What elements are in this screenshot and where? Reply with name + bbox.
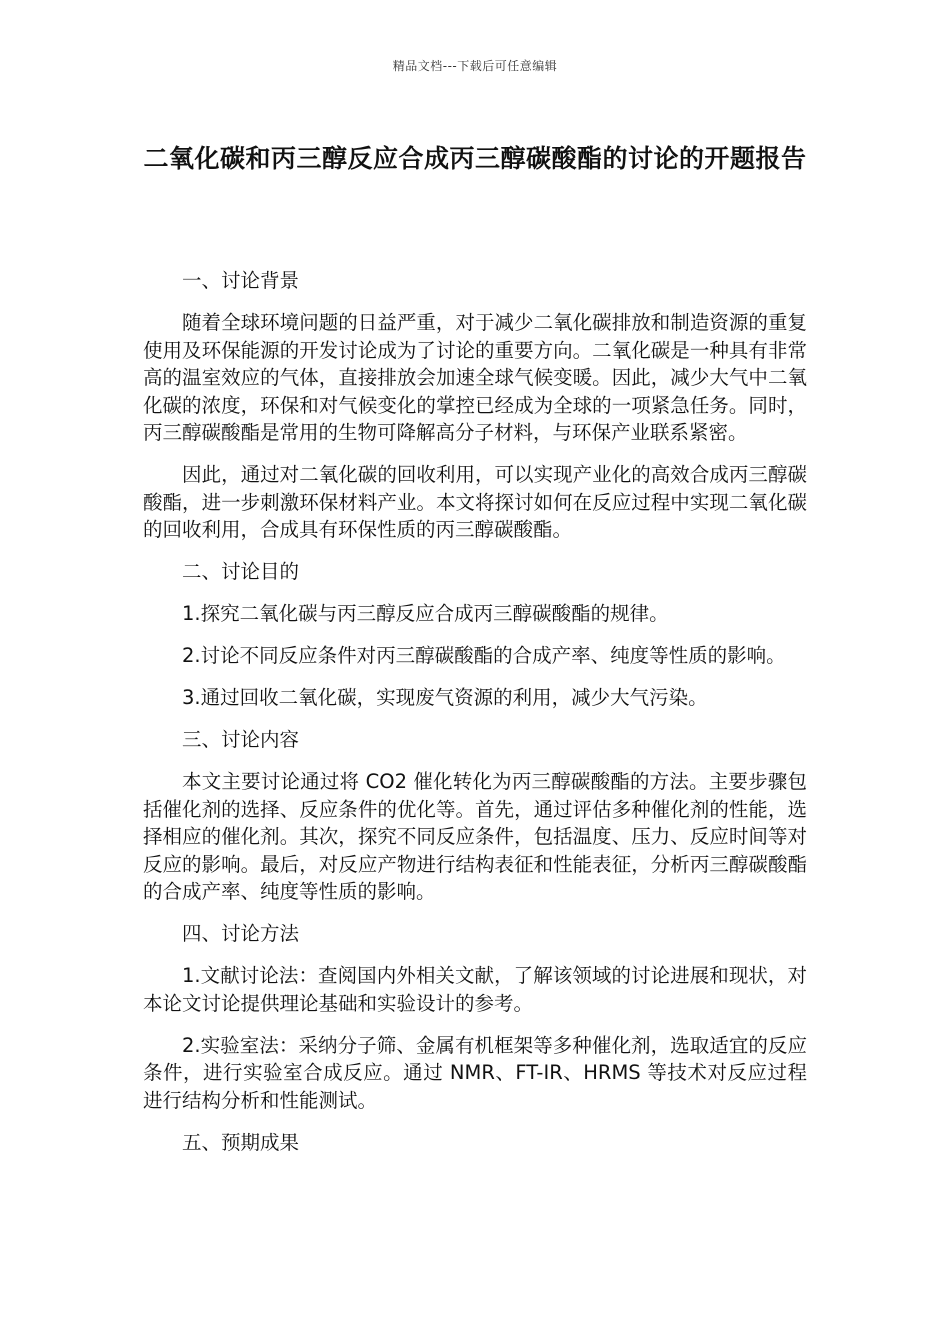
paragraph-background-2: 因此，通过对二氧化碳的回收利用，可以实现产业化的高效合成丙三醇碳酸酯，进一步刺激环保材料产业。本文将探讨如何在反应过程中实现二氧化碳的回收利用，合成具有环保性质的丙三醇碳酸酯。 xyxy=(143,463,807,541)
section-heading-methods: 四、讨论方法 xyxy=(182,922,300,945)
section-heading-expected-results: 五、预期成果 xyxy=(182,1130,300,1154)
document-body xyxy=(143,267,807,1171)
section-heading-purpose: 二、讨论目的 xyxy=(182,560,300,583)
purpose-item-2: 2.讨论不同反应条件对丙三醇碳酸酯的合成产率、纯度等性质的影响。 xyxy=(182,644,786,667)
paragraph-content-1: 本文主要讨论通过将 CO2 催化转化为丙三醇碳酸酯的方法。主要步骤包括催化剂的选择、反应条件的优化等。首先，通过评估多种催化剂的性能，选择相应的催化剂。其次，探究不同反应条件，包括温度、压力、反应时间等对反应的影响。最后，对反应产物进行结构表征和性能表征，分析丙三醇碳酸酯的合成产率、纯度等性质的影响。 xyxy=(143,770,807,903)
paragraph-background-1: 随着全球环境问题的日益严重，对于减少二氧化碳排放和制造资源的重复使用及环保能源的开发讨论成为了讨论的重要方向。二氧化碳是一种具有非常高的温室效应的气体，直接排放会加速全球气候变暖。因此，减少大气中二氧化碳的浓度，环保和对气候变化的掌控已经成为全球的一项紧急任务。同时，丙三醇碳酸酯是常用的生物可降解高分子材料，与环保产业联系紧密。 xyxy=(143,311,807,444)
method-item-2: 2.实验室法：采纳分子筛、金属有机框架等多种催化剂，选取适宜的反应条件，进行实验室合成反应。通过 NMR、FT-IR、HRMS 等技术对反应过程进行结构分析和性能测试。 xyxy=(143,1033,807,1112)
document-title: 二氧化碳和丙三醇反应合成丙三醇碳酸酯的讨论的开题报告 xyxy=(143,144,807,173)
section-heading-content: 三、讨论内容 xyxy=(182,728,300,751)
header-note: 精品文档---下载后可任意编辑 xyxy=(392,59,558,73)
purpose-item-1: 1.探究二氧化碳与丙三醇反应合成丙三醇碳酸酯的规律。 xyxy=(182,602,669,625)
purpose-item-3: 3.通过回收二氧化碳，实现废气资源的利用，减少大气污染。 xyxy=(182,686,708,709)
method-item-1: 1.文献讨论法：查阅国内外相关文献，了解该领域的讨论进展和现状，对本论文讨论提供理论基础和实验设计的参考。 xyxy=(143,964,807,1015)
section-heading-background: 一、讨论背景 xyxy=(182,269,300,292)
